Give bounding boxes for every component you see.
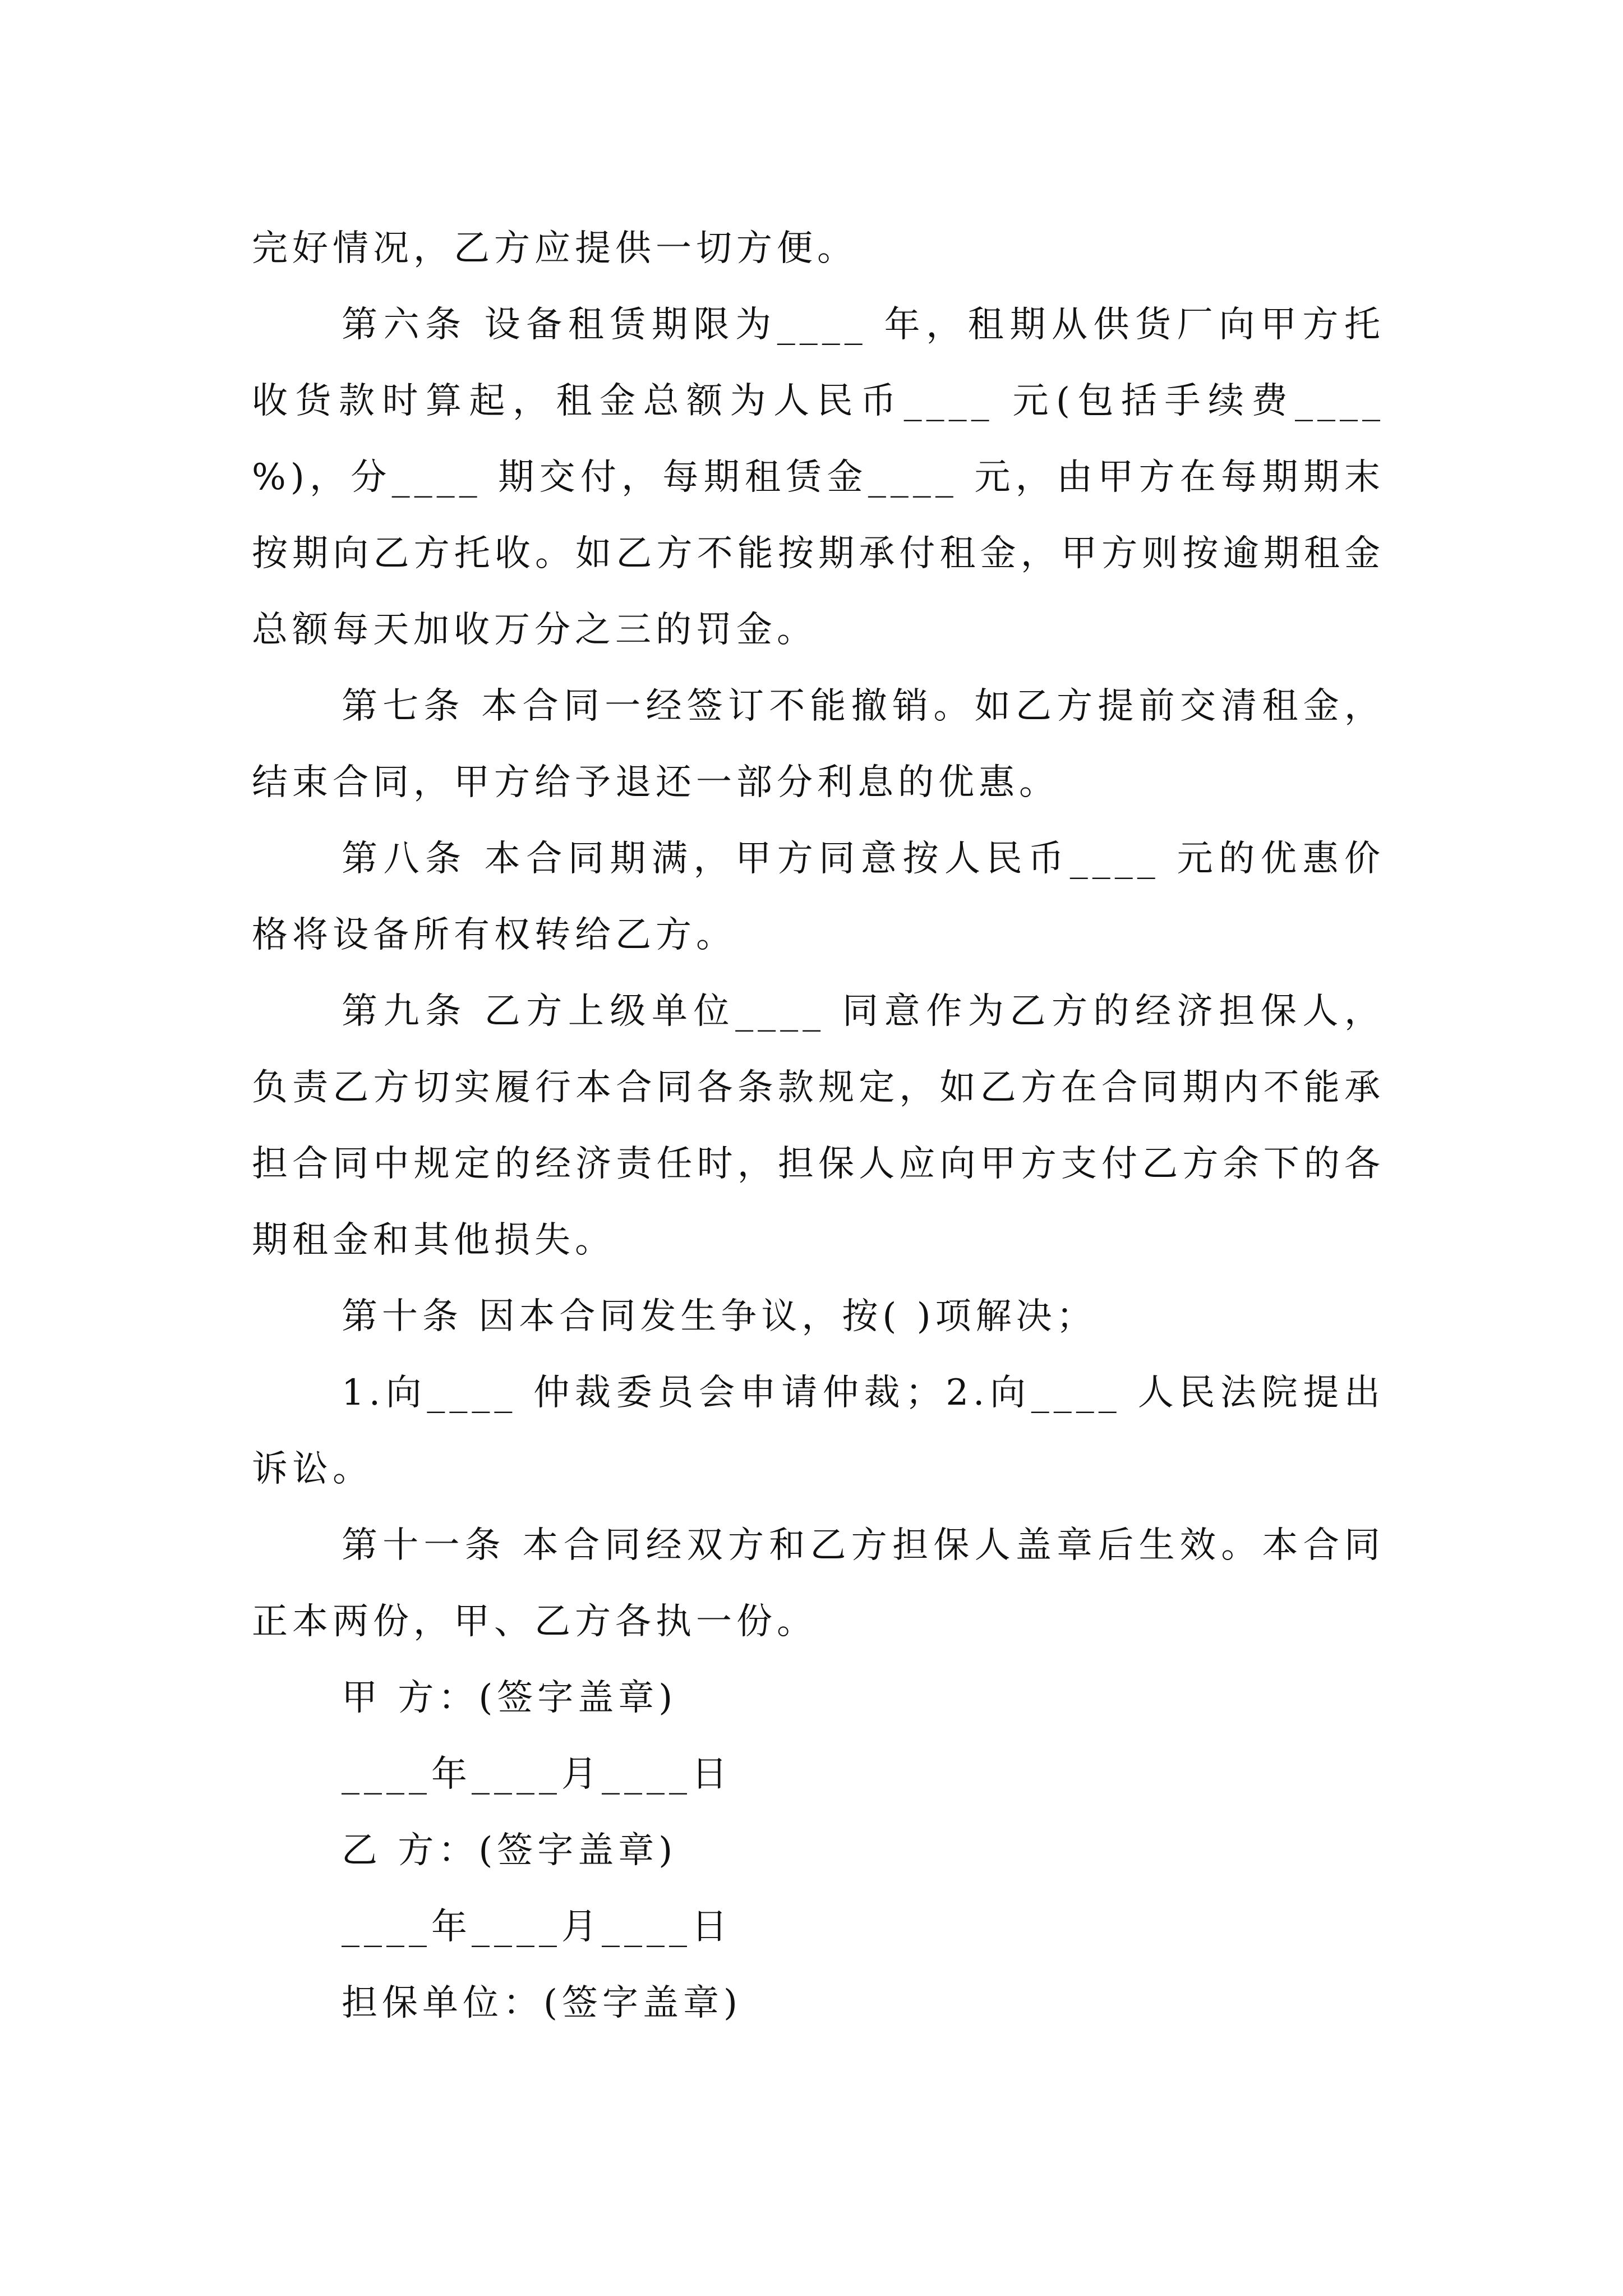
paragraph-article-11: 第十一条 本合同经双方和乙方担保人盖章后生效。本合同正本两份，甲、乙方各执一份。: [252, 1525, 1385, 1642]
paragraph-article-8: 第八条 本合同期满，甲方同意按人民币____ 元的优惠价格将设备所有权转给乙方。: [252, 838, 1385, 956]
guarantor-signature-line: 担保单位：(签字盖章): [342, 1982, 742, 2024]
paragraph-article-7: 第七条 本合同一经签订不能撤销。如乙方提前交清租金，结束合同，甲方给予退还一部分利息的优惠。: [252, 685, 1385, 803]
paragraph-continuation: 完好情况，乙方应提供一切方便。: [252, 228, 857, 269]
paragraph-article-6: 第六条 设备租赁期限为____ 年，租期从供货厂向甲方托收货款时算起，租金总额为人民币____ 元(包括手续费____ %)，分____ 期交付，每期租赁金____ 元，由甲方在每期期末按期向乙方托收。如乙方不能按期承付租金，甲方则按逾期租金总额每天加收万分之三的罚金。: [252, 304, 1385, 651]
party-b-date-line: ____年____月____日: [342, 1906, 732, 1948]
party-a-date-line: ____年____月____日: [342, 1754, 732, 1795]
party-a-signature-line: 甲 方：(签字盖章): [342, 1677, 677, 1719]
paragraph-article-10: 第十条 因本合同发生争议，按( )项解决；: [342, 1296, 1097, 1337]
party-b-signature-line: 乙 方：(签字盖章): [342, 1830, 677, 1871]
paragraph-article-9: 第九条 乙方上级单位____ 同意作为乙方的经济担保人，负责乙方切实履行本合同各条款规定，如乙方在合同期内不能承担合同中规定的经济责任时，担保人应向甲方支付乙方余下的各期租金和其他损失。: [252, 991, 1385, 1261]
paragraph-article-10-options: 1.向____ 仲裁委员会申请仲裁；2.向____ 人民法院提出诉讼。: [252, 1372, 1385, 1490]
contract-body: [252, 210, 1385, 2041]
